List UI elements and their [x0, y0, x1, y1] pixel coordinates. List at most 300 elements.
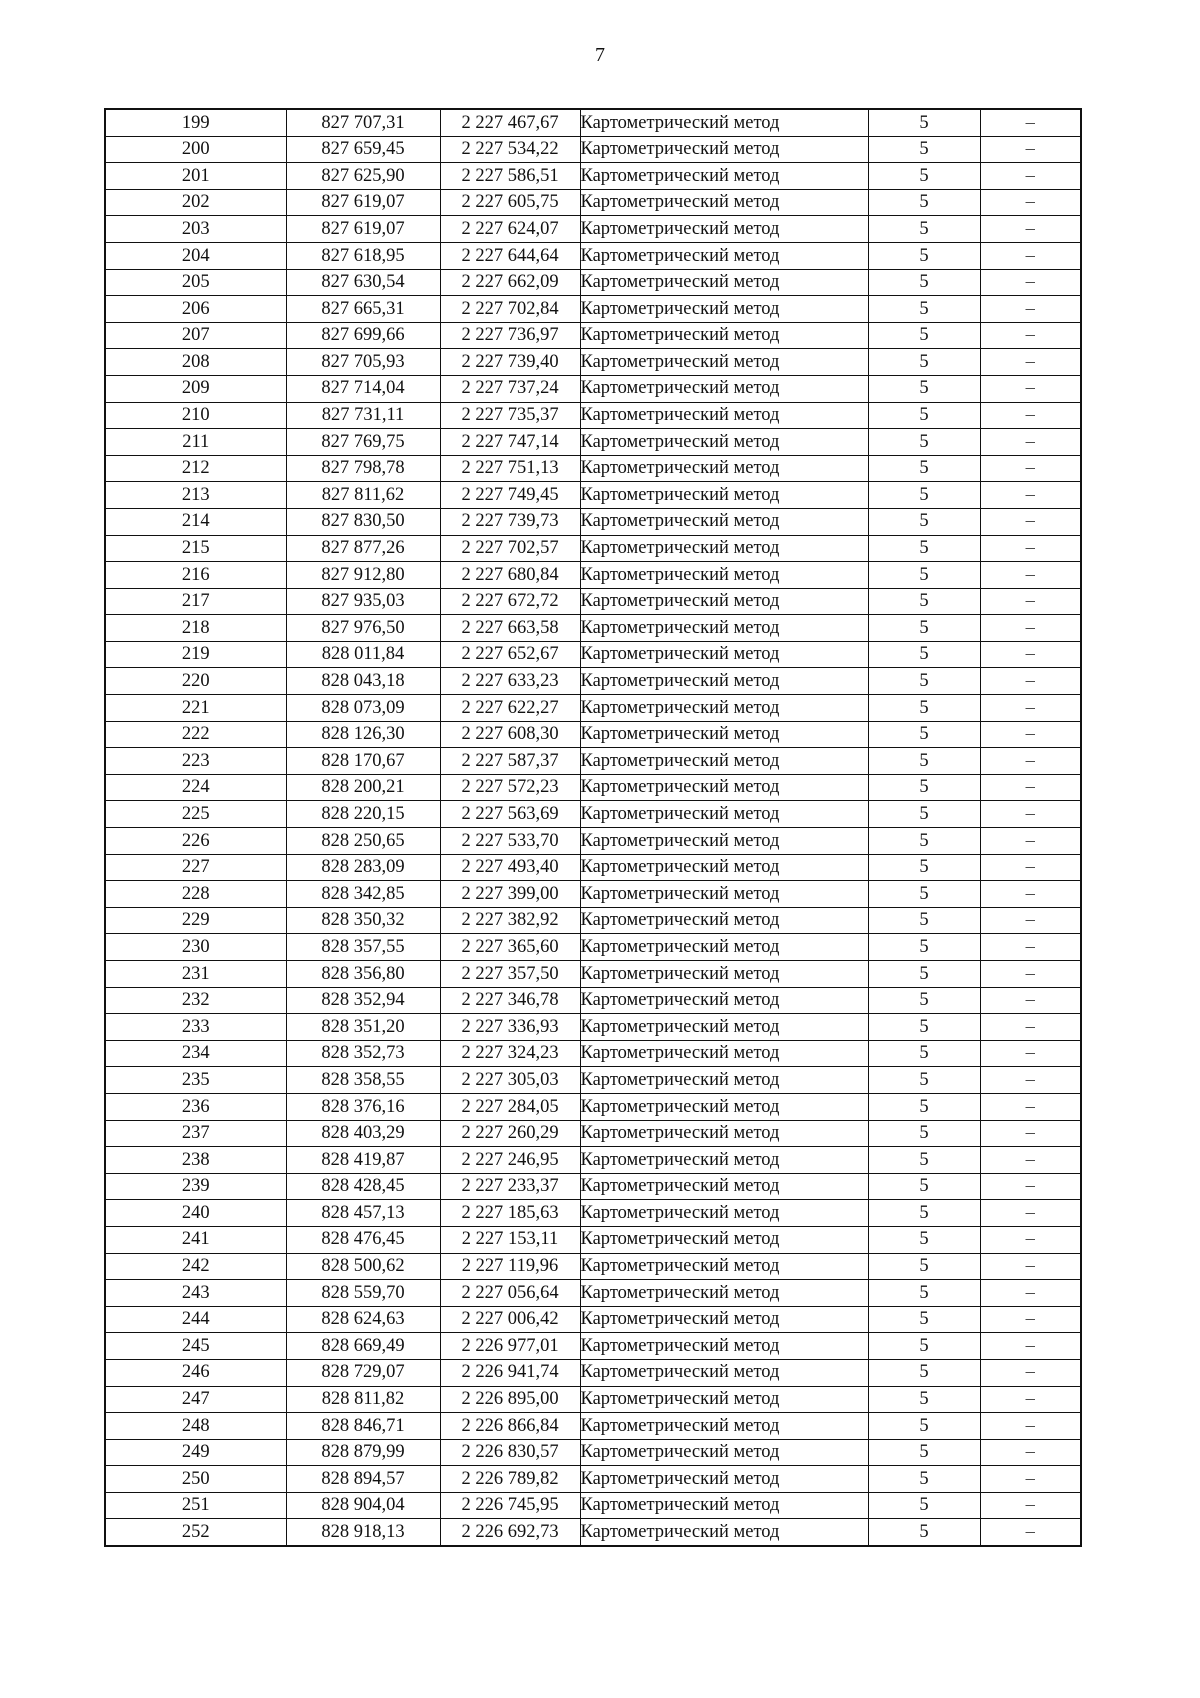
table-row — [105, 1386, 1081, 1413]
method-cell: Картометрический метод — [580, 588, 868, 615]
x-coordinate-cell: 827 731,11 — [286, 402, 440, 429]
y-coordinate-cell: 2 227 749,45 — [440, 482, 580, 509]
accuracy-cell: 5 — [868, 482, 980, 509]
x-coordinate-cell: 828 669,49 — [286, 1333, 440, 1360]
y-coordinate-cell: 2 227 652,67 — [440, 641, 580, 668]
method-cell: Картометрический метод — [580, 1333, 868, 1360]
x-coordinate-cell: 828 220,15 — [286, 801, 440, 828]
method-cell: Картометрический метод — [580, 1413, 868, 1440]
note-cell: – — [980, 482, 1081, 509]
note-cell: – — [980, 854, 1081, 881]
method-cell: Картометрический метод — [580, 1519, 868, 1546]
y-coordinate-cell: 2 227 185,63 — [440, 1200, 580, 1227]
method-cell: Картометрический метод — [580, 615, 868, 642]
accuracy-cell: 5 — [868, 1040, 980, 1067]
y-coordinate-cell: 2 227 735,37 — [440, 402, 580, 429]
table-row — [105, 296, 1081, 323]
method-cell: Картометрический метод — [580, 136, 868, 163]
note-cell: – — [980, 1173, 1081, 1200]
table-row — [105, 1067, 1081, 1094]
table-row — [105, 402, 1081, 429]
table-row — [105, 828, 1081, 855]
y-coordinate-cell: 2 227 119,96 — [440, 1253, 580, 1280]
method-cell: Картометрический метод — [580, 562, 868, 589]
accuracy-cell: 5 — [868, 801, 980, 828]
point-number-cell: 218 — [105, 615, 286, 642]
x-coordinate-cell: 828 170,67 — [286, 748, 440, 775]
note-cell: – — [980, 242, 1081, 269]
x-coordinate-cell: 827 705,93 — [286, 349, 440, 376]
point-number-cell: 210 — [105, 402, 286, 429]
point-number-cell: 225 — [105, 801, 286, 828]
table-row — [105, 641, 1081, 668]
x-coordinate-cell: 828 559,70 — [286, 1280, 440, 1307]
note-cell: – — [980, 109, 1081, 136]
method-cell: Картометрический метод — [580, 881, 868, 908]
point-number-cell: 212 — [105, 455, 286, 482]
accuracy-cell: 5 — [868, 1067, 980, 1094]
accuracy-cell: 5 — [868, 1253, 980, 1280]
x-coordinate-cell: 828 011,84 — [286, 641, 440, 668]
table-row — [105, 1333, 1081, 1360]
accuracy-cell: 5 — [868, 748, 980, 775]
accuracy-cell: 5 — [868, 1386, 980, 1413]
y-coordinate-cell: 2 226 977,01 — [440, 1333, 580, 1360]
method-cell: Картометрический метод — [580, 1040, 868, 1067]
table-row — [105, 721, 1081, 748]
y-coordinate-cell: 2 227 633,23 — [440, 668, 580, 695]
x-coordinate-cell: 828 342,85 — [286, 881, 440, 908]
x-coordinate-cell: 828 846,71 — [286, 1413, 440, 1440]
point-number-cell: 204 — [105, 242, 286, 269]
table-row — [105, 854, 1081, 881]
accuracy-cell: 5 — [868, 1147, 980, 1174]
accuracy-cell: 5 — [868, 1306, 980, 1333]
x-coordinate-cell: 827 659,45 — [286, 136, 440, 163]
method-cell: Картометрический метод — [580, 1067, 868, 1094]
point-number-cell: 215 — [105, 535, 286, 562]
table-row — [105, 216, 1081, 243]
table-row — [105, 695, 1081, 722]
note-cell: – — [980, 349, 1081, 376]
x-coordinate-cell: 828 476,45 — [286, 1226, 440, 1253]
table-row — [105, 535, 1081, 562]
point-number-cell: 249 — [105, 1439, 286, 1466]
accuracy-cell: 5 — [868, 961, 980, 988]
x-coordinate-cell: 827 877,26 — [286, 535, 440, 562]
point-number-cell: 252 — [105, 1519, 286, 1546]
y-coordinate-cell: 2 227 572,23 — [440, 774, 580, 801]
accuracy-cell: 5 — [868, 1413, 980, 1440]
note-cell: – — [980, 668, 1081, 695]
method-cell: Картометрический метод — [580, 508, 868, 535]
note-cell: – — [980, 216, 1081, 243]
y-coordinate-cell: 2 227 737,24 — [440, 375, 580, 402]
y-coordinate-cell: 2 227 324,23 — [440, 1040, 580, 1067]
x-coordinate-cell: 828 428,45 — [286, 1173, 440, 1200]
accuracy-cell: 5 — [868, 402, 980, 429]
table-row — [105, 1093, 1081, 1120]
table-row — [105, 588, 1081, 615]
x-coordinate-cell: 827 699,66 — [286, 322, 440, 349]
note-cell: – — [980, 1147, 1081, 1174]
y-coordinate-cell: 2 227 587,37 — [440, 748, 580, 775]
note-cell: – — [980, 1439, 1081, 1466]
note-cell: – — [980, 508, 1081, 535]
method-cell: Картометрический метод — [580, 987, 868, 1014]
point-number-cell: 214 — [105, 508, 286, 535]
point-number-cell: 235 — [105, 1067, 286, 1094]
x-coordinate-cell: 828 351,20 — [286, 1014, 440, 1041]
point-number-cell: 222 — [105, 721, 286, 748]
y-coordinate-cell: 2 227 624,07 — [440, 216, 580, 243]
y-coordinate-cell: 2 227 233,37 — [440, 1173, 580, 1200]
note-cell: – — [980, 535, 1081, 562]
method-cell: Картометрический метод — [580, 641, 868, 668]
method-cell: Картометрический метод — [580, 109, 868, 136]
y-coordinate-cell: 2 227 365,60 — [440, 934, 580, 961]
x-coordinate-cell: 828 624,63 — [286, 1306, 440, 1333]
point-number-cell: 244 — [105, 1306, 286, 1333]
method-cell: Картометрический метод — [580, 482, 868, 509]
note-cell: – — [980, 1120, 1081, 1147]
y-coordinate-cell: 2 227 357,50 — [440, 961, 580, 988]
method-cell: Картометрический метод — [580, 801, 868, 828]
note-cell: – — [980, 429, 1081, 456]
method-cell: Картометрический метод — [580, 429, 868, 456]
point-number-cell: 202 — [105, 189, 286, 216]
table-row — [105, 1492, 1081, 1519]
table-row — [105, 1413, 1081, 1440]
y-coordinate-cell: 2 227 739,73 — [440, 508, 580, 535]
table-row — [105, 934, 1081, 961]
y-coordinate-cell: 2 227 702,84 — [440, 296, 580, 323]
point-number-cell: 200 — [105, 136, 286, 163]
y-coordinate-cell: 2 226 866,84 — [440, 1413, 580, 1440]
accuracy-cell: 5 — [868, 1120, 980, 1147]
accuracy-cell: 5 — [868, 668, 980, 695]
note-cell: – — [980, 1226, 1081, 1253]
table-row — [105, 1120, 1081, 1147]
method-cell: Картометрический метод — [580, 1014, 868, 1041]
method-cell: Картометрический метод — [580, 322, 868, 349]
point-number-cell: 207 — [105, 322, 286, 349]
table-row — [105, 136, 1081, 163]
page-number: 7 — [595, 44, 605, 66]
note-cell: – — [980, 934, 1081, 961]
accuracy-cell: 5 — [868, 774, 980, 801]
note-cell: – — [980, 375, 1081, 402]
method-cell: Картометрический метод — [580, 721, 868, 748]
accuracy-cell: 5 — [868, 1280, 980, 1307]
x-coordinate-cell: 827 625,90 — [286, 163, 440, 190]
point-number-cell: 240 — [105, 1200, 286, 1227]
note-cell: – — [980, 189, 1081, 216]
point-number-cell: 239 — [105, 1173, 286, 1200]
note-cell: – — [980, 695, 1081, 722]
table-row — [105, 1040, 1081, 1067]
point-number-cell: 216 — [105, 562, 286, 589]
note-cell: – — [980, 907, 1081, 934]
table-row — [105, 801, 1081, 828]
table-row — [105, 1359, 1081, 1386]
method-cell: Картометрический метод — [580, 934, 868, 961]
accuracy-cell: 5 — [868, 1439, 980, 1466]
note-cell: – — [980, 1280, 1081, 1307]
method-cell: Картометрический метод — [580, 774, 868, 801]
table-row — [105, 1173, 1081, 1200]
method-cell: Картометрический метод — [580, 163, 868, 190]
y-coordinate-cell: 2 227 382,92 — [440, 907, 580, 934]
x-coordinate-cell: 827 769,75 — [286, 429, 440, 456]
table-row — [105, 987, 1081, 1014]
table-row — [105, 322, 1081, 349]
point-number-cell: 228 — [105, 881, 286, 908]
point-number-cell: 247 — [105, 1386, 286, 1413]
table-row — [105, 1280, 1081, 1307]
point-number-cell: 232 — [105, 987, 286, 1014]
point-number-cell: 220 — [105, 668, 286, 695]
accuracy-cell: 5 — [868, 269, 980, 296]
x-coordinate-cell: 828 126,30 — [286, 721, 440, 748]
method-cell: Картометрический метод — [580, 535, 868, 562]
x-coordinate-cell: 828 879,99 — [286, 1439, 440, 1466]
point-number-cell: 211 — [105, 429, 286, 456]
table-row — [105, 1200, 1081, 1227]
y-coordinate-cell: 2 227 662,09 — [440, 269, 580, 296]
x-coordinate-cell: 827 976,50 — [286, 615, 440, 642]
note-cell: – — [980, 881, 1081, 908]
y-coordinate-cell: 2 227 493,40 — [440, 854, 580, 881]
point-number-cell: 251 — [105, 1492, 286, 1519]
point-number-cell: 241 — [105, 1226, 286, 1253]
accuracy-cell: 5 — [868, 1093, 980, 1120]
y-coordinate-cell: 2 227 736,97 — [440, 322, 580, 349]
y-coordinate-cell: 2 227 305,03 — [440, 1067, 580, 1094]
point-number-cell: 243 — [105, 1280, 286, 1307]
x-coordinate-cell: 827 830,50 — [286, 508, 440, 535]
method-cell: Картометрический метод — [580, 854, 868, 881]
method-cell: Картометрический метод — [580, 1306, 868, 1333]
table-row — [105, 1439, 1081, 1466]
x-coordinate-cell: 828 403,29 — [286, 1120, 440, 1147]
method-cell: Картометрический метод — [580, 349, 868, 376]
y-coordinate-cell: 2 226 745,95 — [440, 1492, 580, 1519]
y-coordinate-cell: 2 227 467,67 — [440, 109, 580, 136]
x-coordinate-cell: 828 358,55 — [286, 1067, 440, 1094]
method-cell: Картометрический метод — [580, 668, 868, 695]
method-cell: Картометрический метод — [580, 961, 868, 988]
table-row — [105, 109, 1081, 136]
point-number-cell: 224 — [105, 774, 286, 801]
method-cell: Картометрический метод — [580, 269, 868, 296]
coordinates-table — [104, 108, 1082, 1547]
accuracy-cell: 5 — [868, 163, 980, 190]
method-cell: Картометрический метод — [580, 189, 868, 216]
x-coordinate-cell: 827 811,62 — [286, 482, 440, 509]
note-cell: – — [980, 296, 1081, 323]
method-cell: Картометрический метод — [580, 1386, 868, 1413]
accuracy-cell: 5 — [868, 641, 980, 668]
accuracy-cell: 5 — [868, 136, 980, 163]
table-row — [105, 907, 1081, 934]
y-coordinate-cell: 2 227 006,42 — [440, 1306, 580, 1333]
accuracy-cell: 5 — [868, 508, 980, 535]
y-coordinate-cell: 2 227 702,57 — [440, 535, 580, 562]
method-cell: Картометрический метод — [580, 1253, 868, 1280]
note-cell: – — [980, 1466, 1081, 1493]
table-row — [105, 482, 1081, 509]
x-coordinate-cell: 827 630,54 — [286, 269, 440, 296]
note-cell: – — [980, 322, 1081, 349]
method-cell: Картометрический метод — [580, 828, 868, 855]
table-row — [105, 1253, 1081, 1280]
table-row — [105, 508, 1081, 535]
table-row — [105, 615, 1081, 642]
point-number-cell: 229 — [105, 907, 286, 934]
y-coordinate-cell: 2 226 692,73 — [440, 1519, 580, 1546]
method-cell: Картометрический метод — [580, 1492, 868, 1519]
x-coordinate-cell: 828 500,62 — [286, 1253, 440, 1280]
y-coordinate-cell: 2 227 680,84 — [440, 562, 580, 589]
point-number-cell: 248 — [105, 1413, 286, 1440]
note-cell: – — [980, 588, 1081, 615]
method-cell: Картометрический метод — [580, 1147, 868, 1174]
note-cell: – — [980, 269, 1081, 296]
accuracy-cell: 5 — [868, 1200, 980, 1227]
method-cell: Картометрический метод — [580, 1280, 868, 1307]
y-coordinate-cell: 2 227 644,64 — [440, 242, 580, 269]
point-number-cell: 219 — [105, 641, 286, 668]
accuracy-cell: 5 — [868, 216, 980, 243]
note-cell: – — [980, 1333, 1081, 1360]
point-number-cell: 226 — [105, 828, 286, 855]
y-coordinate-cell: 2 227 056,64 — [440, 1280, 580, 1307]
accuracy-cell: 5 — [868, 695, 980, 722]
accuracy-cell: 5 — [868, 296, 980, 323]
accuracy-cell: 5 — [868, 1359, 980, 1386]
method-cell: Картометрический метод — [580, 695, 868, 722]
x-coordinate-cell: 827 714,04 — [286, 375, 440, 402]
note-cell: – — [980, 1386, 1081, 1413]
point-number-cell: 230 — [105, 934, 286, 961]
point-number-cell: 209 — [105, 375, 286, 402]
accuracy-cell: 5 — [868, 1014, 980, 1041]
point-number-cell: 238 — [105, 1147, 286, 1174]
x-coordinate-cell: 828 043,18 — [286, 668, 440, 695]
method-cell: Картометрический метод — [580, 1439, 868, 1466]
table-row — [105, 881, 1081, 908]
accuracy-cell: 5 — [868, 375, 980, 402]
x-coordinate-cell: 828 918,13 — [286, 1519, 440, 1546]
note-cell: – — [980, 641, 1081, 668]
x-coordinate-cell: 827 707,31 — [286, 109, 440, 136]
x-coordinate-cell: 828 352,73 — [286, 1040, 440, 1067]
y-coordinate-cell: 2 227 336,93 — [440, 1014, 580, 1041]
table-row — [105, 269, 1081, 296]
method-cell: Картометрический метод — [580, 1173, 868, 1200]
accuracy-cell: 5 — [868, 349, 980, 376]
note-cell: – — [980, 721, 1081, 748]
x-coordinate-cell: 828 376,16 — [286, 1093, 440, 1120]
y-coordinate-cell: 2 227 672,72 — [440, 588, 580, 615]
table-row — [105, 189, 1081, 216]
note-cell: – — [980, 1492, 1081, 1519]
note-cell: – — [980, 1014, 1081, 1041]
accuracy-cell: 5 — [868, 322, 980, 349]
point-number-cell: 206 — [105, 296, 286, 323]
note-cell: – — [980, 163, 1081, 190]
table-row — [105, 1466, 1081, 1493]
x-coordinate-cell: 828 073,09 — [286, 695, 440, 722]
method-cell: Картометрический метод — [580, 455, 868, 482]
point-number-cell: 231 — [105, 961, 286, 988]
x-coordinate-cell: 828 904,04 — [286, 1492, 440, 1519]
y-coordinate-cell: 2 227 586,51 — [440, 163, 580, 190]
table-row — [105, 455, 1081, 482]
table-row — [105, 1147, 1081, 1174]
note-cell: – — [980, 1200, 1081, 1227]
accuracy-cell: 5 — [868, 721, 980, 748]
y-coordinate-cell: 2 227 346,78 — [440, 987, 580, 1014]
method-cell: Картометрический метод — [580, 1093, 868, 1120]
y-coordinate-cell: 2 227 284,05 — [440, 1093, 580, 1120]
accuracy-cell: 5 — [868, 1519, 980, 1546]
method-cell: Картометрический метод — [580, 1359, 868, 1386]
point-number-cell: 223 — [105, 748, 286, 775]
point-number-cell: 221 — [105, 695, 286, 722]
table-row — [105, 668, 1081, 695]
y-coordinate-cell: 2 227 605,75 — [440, 189, 580, 216]
note-cell: – — [980, 402, 1081, 429]
table-row — [105, 429, 1081, 456]
note-cell: – — [980, 1093, 1081, 1120]
method-cell: Картометрический метод — [580, 1466, 868, 1493]
note-cell: – — [980, 828, 1081, 855]
y-coordinate-cell: 2 227 622,27 — [440, 695, 580, 722]
x-coordinate-cell: 827 912,80 — [286, 562, 440, 589]
accuracy-cell: 5 — [868, 987, 980, 1014]
note-cell: – — [980, 1253, 1081, 1280]
x-coordinate-cell: 828 356,80 — [286, 961, 440, 988]
point-number-cell: 250 — [105, 1466, 286, 1493]
x-coordinate-cell: 828 811,82 — [286, 1386, 440, 1413]
y-coordinate-cell: 2 227 533,70 — [440, 828, 580, 855]
note-cell: – — [980, 1359, 1081, 1386]
method-cell: Картометрический метод — [580, 216, 868, 243]
accuracy-cell: 5 — [868, 615, 980, 642]
point-number-cell: 217 — [105, 588, 286, 615]
x-coordinate-cell: 828 283,09 — [286, 854, 440, 881]
accuracy-cell: 5 — [868, 881, 980, 908]
point-number-cell: 242 — [105, 1253, 286, 1280]
y-coordinate-cell: 2 227 399,00 — [440, 881, 580, 908]
y-coordinate-cell: 2 227 563,69 — [440, 801, 580, 828]
table-row — [105, 375, 1081, 402]
y-coordinate-cell: 2 227 153,11 — [440, 1226, 580, 1253]
note-cell: – — [980, 774, 1081, 801]
accuracy-cell: 5 — [868, 242, 980, 269]
point-number-cell: 199 — [105, 109, 286, 136]
x-coordinate-cell: 828 200,21 — [286, 774, 440, 801]
coordinates-table-body — [105, 109, 1081, 1546]
note-cell: – — [980, 1413, 1081, 1440]
note-cell: – — [980, 1067, 1081, 1094]
table-row — [105, 748, 1081, 775]
table-row — [105, 1226, 1081, 1253]
point-number-cell: 201 — [105, 163, 286, 190]
table-row — [105, 349, 1081, 376]
